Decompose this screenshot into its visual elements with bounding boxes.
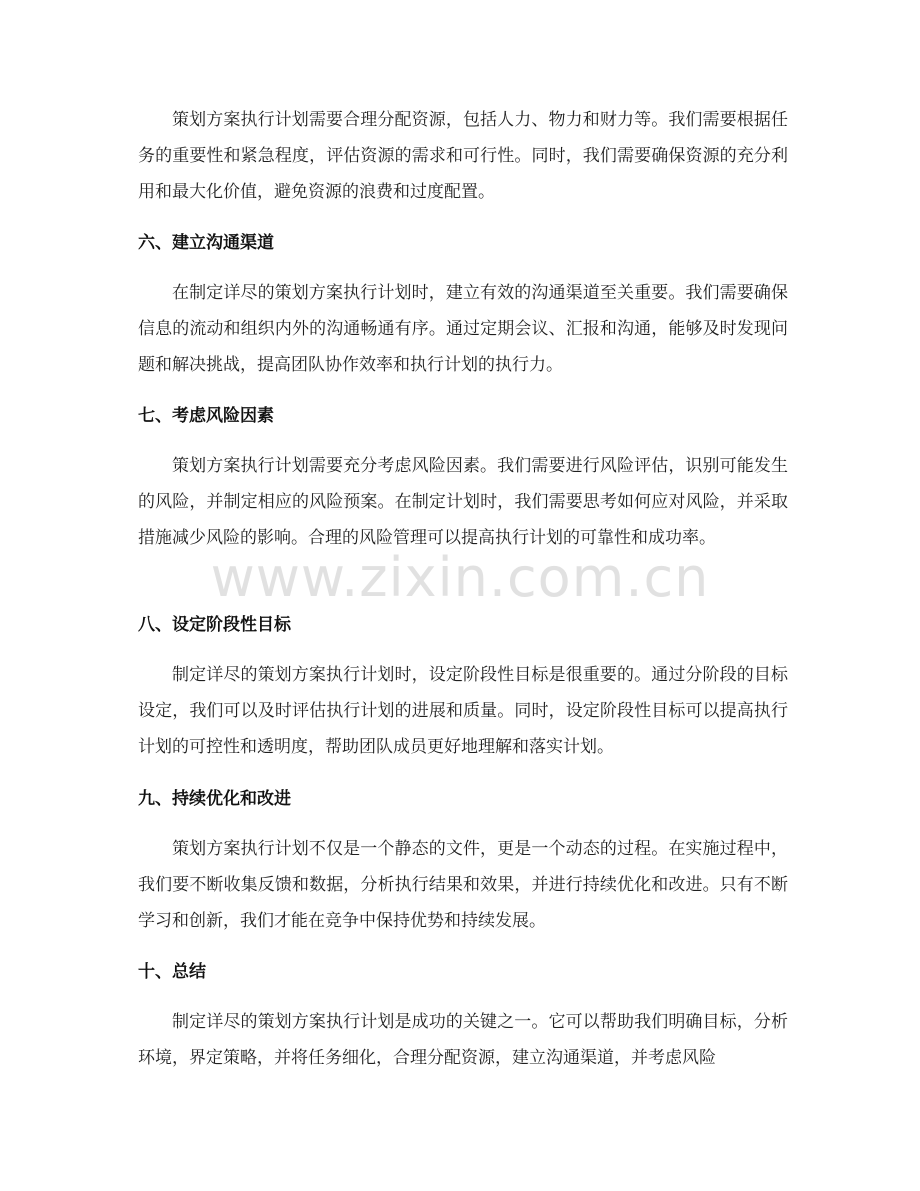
heading-section-10: 十、总结 <box>138 962 206 982</box>
paragraph-resource-allocation: 策划方案执行计划需要合理分配资源，包括人力、物力和财力等。我们需要根据任务的重要性和紧急程度，评估资源的需求和可行性。同时，我们需要确保资源的充分利用和最大化价值，避免资源的浪费和过度配置。 <box>138 110 788 202</box>
paragraph-milestones: 制定详尽的策划方案执行计划时，设定阶段性目标是很重要的。通过分阶段的目标设定，我们可以及时评估执行计划的进展和质量。同时，设定阶段性目标可以提高执行计划的可控性和透明度，帮助团队成员更好地理解和落实计划。 <box>138 665 788 757</box>
paragraph-communication: 在制定详尽的策划方案执行计划时，建立有效的沟通渠道至关重要。我们需要确保信息的流动和组织内外的沟通畅通有序。通过定期会议、汇报和沟通，能够及时发现问题和解决挑战，提高团队协作效率和执行计划的执行力。 <box>138 283 788 375</box>
heading-section-8: 八、设定阶段性目标 <box>138 615 291 635</box>
heading-section-9: 九、持续优化和改进 <box>138 789 291 809</box>
paragraph-summary: 制定详尽的策划方案执行计划是成功的关键之一。它可以帮助我们明确目标，分析环境，界定策略，并将任务细化，合理分配资源，建立沟通渠道，并考虑风险 <box>138 1012 788 1068</box>
paragraph-optimization: 策划方案执行计划不仅是一个静态的文件，更是一个动态的过程。在实施过程中，我们要不断收集反馈和数据，分析执行结果和效果，并进行持续优化和改进。只有不断学习和创新，我们才能在竞争中保持优势和持续发展。 <box>138 839 788 931</box>
heading-section-6: 六、建立沟通渠道 <box>138 233 274 253</box>
paragraph-risk: 策划方案执行计划需要充分考虑风险因素。我们需要进行风险评估，识别可能发生的风险，并制定相应的风险预案。在制定计划时，我们需要思考如何应对风险，并采取措施减少风险的影响。合理的风险管理可以提高执行计划的可靠性和成功率。 <box>138 456 788 548</box>
heading-section-7: 七、考虑风险因素 <box>138 406 274 426</box>
watermark: www.zixin.com.cn <box>210 546 710 609</box>
